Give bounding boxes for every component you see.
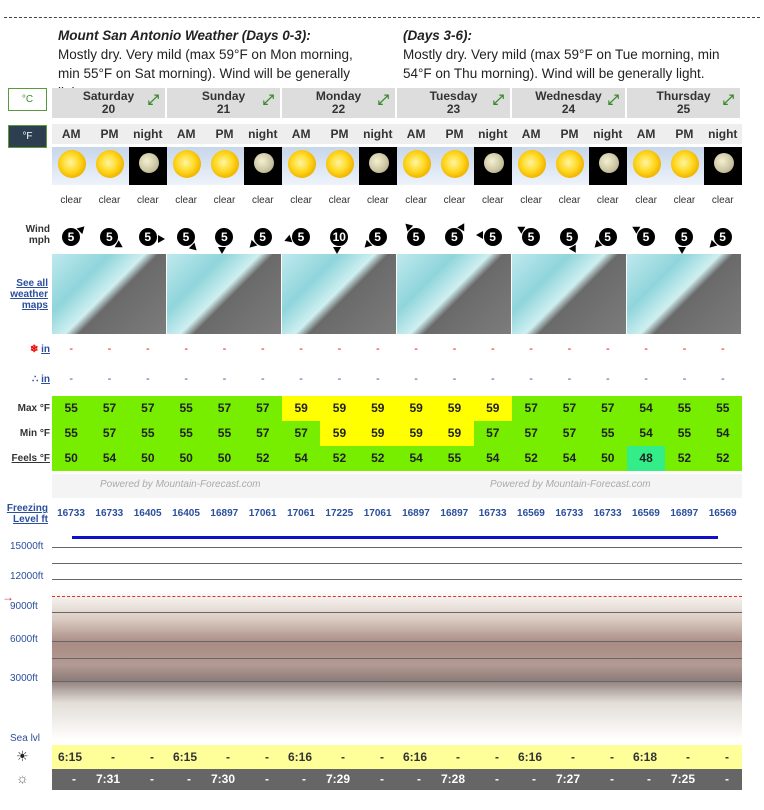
sea-level-label: Sea lvl — [10, 733, 41, 744]
feels-temp: 52 — [320, 446, 358, 471]
snow-value: - — [375, 343, 380, 355]
rain-label — [2, 374, 50, 385]
wind-speed-badge: 5 — [714, 228, 732, 246]
weather-map-thumbnail[interactable] — [627, 254, 742, 334]
weather-summary: clear — [635, 195, 657, 206]
expand-icon[interactable]: ⤢ — [377, 91, 389, 107]
wind-unit: mph — [28, 235, 50, 246]
sunset-time: 7:30 — [211, 772, 236, 786]
feels-temp: 50 — [205, 446, 243, 471]
snow-value: - — [605, 343, 610, 355]
min-temp: 57 — [474, 421, 512, 446]
max-temp: 57 — [90, 396, 128, 421]
day-name: Monday — [315, 89, 362, 103]
day-header — [167, 88, 282, 118]
wind-speed-badge: 5 — [292, 228, 310, 246]
dash: - — [380, 772, 384, 786]
max-temp: 57 — [129, 396, 167, 421]
wind-speed-badge: 5 — [522, 228, 540, 246]
day-name: Thursday — [656, 89, 711, 103]
feels-temp: 54 — [90, 446, 128, 471]
weather-map-thumbnail[interactable] — [52, 254, 167, 334]
period-header: AM — [167, 124, 205, 144]
feels-temp: 54 — [397, 446, 435, 471]
rain-value: - — [605, 373, 610, 385]
rain-value: - — [490, 373, 495, 385]
rain-unit: in — [41, 374, 50, 385]
snow-value: - — [337, 343, 342, 355]
snow-value: - — [644, 343, 648, 355]
summary-title: Mount San Antonio Weather (Days 0-3): — [58, 28, 311, 43]
expand-icon[interactable]: ⤢ — [607, 91, 619, 107]
min-temp: 59 — [397, 421, 435, 446]
freezing-level-value: 16569 — [708, 508, 737, 519]
gridline — [52, 658, 742, 659]
weather-summary: clear — [711, 195, 734, 206]
dash: - — [417, 772, 421, 786]
max-temp: 57 — [550, 396, 588, 421]
feels-temp: 52 — [244, 446, 282, 471]
feels-temp: 54 — [550, 446, 588, 471]
freezing-level-value: 17061 — [248, 508, 277, 519]
wind-speed-badge: 5 — [369, 228, 387, 246]
feels-temp: 52 — [704, 446, 742, 471]
rain-value: - — [375, 373, 380, 385]
min-temp: 59 — [359, 421, 397, 446]
freezing-level-line — [72, 536, 718, 539]
dash: - — [495, 750, 499, 764]
min-temp: 55 — [205, 421, 243, 446]
period-header: night — [704, 124, 742, 144]
day-header — [282, 88, 397, 118]
min-temp: 54 — [627, 421, 665, 446]
sunrise-row — [627, 745, 742, 769]
sun-icon — [518, 150, 546, 178]
max-temp: 55 — [167, 396, 205, 421]
wind-speed-badge: 5 — [62, 228, 80, 246]
period-header: PM — [320, 124, 358, 144]
sun-icon — [633, 150, 661, 178]
freezing-level-value: 16897 — [670, 508, 699, 519]
period-header: night — [474, 124, 512, 144]
feels-temp: 54 — [282, 446, 320, 471]
dash: - — [725, 772, 729, 786]
freezing-level-value: 16897 — [210, 508, 239, 519]
day-header — [397, 88, 512, 118]
freezing-level-value: 16405 — [172, 508, 200, 519]
rain-value: - — [299, 373, 303, 385]
rain-value: - — [682, 373, 687, 385]
gridline — [52, 612, 742, 613]
snow-value: - — [720, 343, 725, 355]
day-name: Saturday — [82, 89, 135, 103]
dash: - — [72, 772, 76, 786]
max-temp: 59 — [435, 396, 473, 421]
expand-icon[interactable]: ⤢ — [147, 91, 159, 107]
feels-temp: 54 — [474, 446, 512, 471]
rain-value: - — [260, 373, 265, 385]
wind-speed-badge: 5 — [407, 228, 425, 246]
gridline — [52, 641, 742, 642]
moon-icon — [254, 153, 274, 173]
min-temp: 59 — [435, 421, 473, 446]
snow-value: - — [107, 343, 112, 355]
snow-value: - — [222, 343, 227, 355]
moon-icon — [139, 153, 159, 173]
max-temp: 55 — [52, 396, 90, 421]
sunrise-row — [397, 745, 512, 769]
sunrise-time: 6:16 — [403, 750, 428, 764]
weather-summary: clear — [98, 195, 121, 206]
weather-summary: clear — [366, 195, 389, 206]
wind-speed-badge: 5 — [215, 228, 233, 246]
gridline — [52, 563, 742, 564]
freezing-level-value: 16733 — [478, 508, 507, 519]
freezing-level-label: Freezing Level ft — [6, 503, 48, 525]
rain-value: - — [184, 373, 188, 385]
weather-summary: clear — [443, 195, 466, 206]
period-header: PM — [550, 124, 588, 144]
raindrop-icon: ∴ — [31, 374, 39, 385]
sunrise-row — [282, 745, 397, 769]
feels-temp: 50 — [129, 446, 167, 471]
freezing-level-value: 16733 — [57, 508, 85, 519]
powered-bar — [52, 474, 742, 498]
powered-text: Powered by Mountain-Forecast.com — [100, 479, 261, 490]
rain-value: - — [337, 373, 342, 385]
summit-line — [52, 596, 742, 597]
max-temp: 57 — [244, 396, 282, 421]
day-name: Sunday — [201, 89, 246, 103]
min-temp: 54 — [704, 421, 742, 446]
freezing-level-value: 16569 — [632, 508, 660, 519]
max-temp: 57 — [205, 396, 243, 421]
day-header — [627, 88, 742, 118]
rain-value: - — [452, 373, 457, 385]
altitude-label: 12000ft — [10, 571, 44, 582]
weather-map-thumbnail[interactable] — [512, 254, 627, 334]
sunset-time: 7:31 — [96, 772, 121, 786]
sunrise-time: 6:15 — [173, 750, 198, 764]
celsius-button[interactable]: °C — [8, 88, 47, 111]
weather-summary: clear — [251, 195, 274, 206]
wind-speed-badge: 5 — [254, 228, 272, 246]
day-name: Tuesday — [429, 89, 478, 103]
moon-icon — [484, 153, 504, 173]
dash: - — [226, 750, 230, 764]
altitude-label: 9000ft — [10, 601, 38, 612]
sunset-row — [167, 769, 282, 790]
weather-summary: clear — [136, 195, 159, 206]
snow-value: - — [260, 343, 265, 355]
period-header: AM — [627, 124, 665, 144]
day-header — [512, 88, 627, 118]
max-temp: 55 — [665, 396, 703, 421]
feels-temp: 52 — [665, 446, 703, 471]
weather-summary: clear — [520, 195, 542, 206]
day-date: 22 — [331, 102, 346, 116]
sunset-time: 7:27 — [556, 772, 581, 786]
sunrise-time: 6:15 — [58, 750, 83, 764]
feels-temp: 48 — [627, 446, 665, 471]
weather-summary: clear — [60, 195, 82, 206]
weather-summary: clear — [558, 195, 581, 206]
wind-speed-badge: 10 — [330, 228, 348, 246]
dash: - — [610, 750, 614, 764]
weather-map-thumbnail[interactable] — [397, 254, 512, 334]
wind-speed-badge: 5 — [177, 228, 195, 246]
wind-speed-badge: 5 — [599, 228, 617, 246]
sunset-row — [397, 769, 512, 790]
period-header: PM — [435, 124, 473, 144]
dash: - — [571, 750, 575, 764]
summary-text: Mostly dry. Very mild (max 59°F on Mon morning, min 55°F on Sat morning). Wind will be generally — [58, 47, 353, 81]
weather-summary: clear — [596, 195, 619, 206]
dash: - — [265, 772, 269, 786]
snow-value: - — [69, 343, 73, 355]
min-temp: 55 — [167, 421, 205, 446]
snow-value: - — [567, 343, 572, 355]
freezing-level-value: 16733 — [555, 508, 584, 519]
top-divider — [4, 17, 760, 18]
min-temp: 55 — [589, 421, 627, 446]
feels-temp: 52 — [512, 446, 550, 471]
day-date: 25 — [676, 102, 691, 116]
summit-arrow-icon: → — [2, 590, 14, 604]
altitude-chart — [52, 530, 742, 740]
max-temp: 59 — [320, 396, 358, 421]
weather-summary: clear — [175, 195, 197, 206]
freezing-level-value: 16405 — [133, 508, 162, 519]
powered-text: Powered by Mountain-Forecast.com — [490, 479, 651, 490]
dash: - — [647, 772, 651, 786]
day-date: 24 — [561, 102, 576, 116]
freezing-level-value: 16897 — [402, 508, 430, 519]
expand-icon[interactable]: ⤢ — [262, 91, 274, 107]
period-header: AM — [512, 124, 550, 144]
altitude-label: 3000ft — [10, 673, 38, 684]
min-temp: 57 — [282, 421, 320, 446]
dash: - — [150, 750, 154, 764]
wind-speed-badge: 5 — [100, 228, 118, 246]
snow-label — [2, 344, 50, 355]
period-header: night — [359, 124, 397, 144]
max-temp: 55 — [704, 396, 742, 421]
weather-summary: clear — [481, 195, 504, 206]
wind-speed-badge: 5 — [560, 228, 578, 246]
snow-value: - — [490, 343, 495, 355]
fahrenheit-button[interactable]: °F — [8, 125, 47, 148]
gridline — [52, 579, 742, 580]
rain-value: - — [222, 373, 227, 385]
dash: - — [725, 750, 729, 764]
sunset-time: 7:25 — [671, 772, 696, 786]
dash: - — [380, 750, 384, 764]
sunset-time: 7:28 — [441, 772, 466, 786]
day-header — [52, 88, 167, 118]
day-date: 23 — [446, 102, 461, 116]
period-header: night — [244, 124, 282, 144]
day-name: Wednesday — [535, 89, 602, 103]
snow-value: - — [452, 343, 457, 355]
weather-map-thumbnail[interactable] — [167, 254, 282, 334]
snowflake-icon: ❄ — [29, 344, 39, 355]
weather-summary: clear — [290, 195, 312, 206]
min-temp: 57 — [90, 421, 128, 446]
wind-label — [2, 224, 50, 246]
snow-value: - — [299, 343, 303, 355]
weather-map-thumbnail[interactable] — [282, 254, 397, 334]
min-temp: 57 — [512, 421, 550, 446]
feels-temp: 55 — [435, 446, 473, 471]
wind-speed-badge: 5 — [637, 228, 655, 246]
gridline — [52, 681, 742, 682]
feels-label: Feels °F — [11, 453, 50, 464]
sunrise-time: 6:18 — [633, 750, 658, 764]
moon-icon — [599, 153, 619, 173]
altitude-label: 6000ft — [10, 634, 38, 645]
rain-value: - — [529, 373, 533, 385]
sunset-time: 7:29 — [326, 772, 351, 786]
max-temp: 54 — [627, 396, 665, 421]
weather-summary: clear — [328, 195, 351, 206]
sunrise-row — [167, 745, 282, 769]
rain-value: - — [644, 373, 648, 385]
max-label: Max °F — [17, 403, 50, 414]
moon-icon — [369, 153, 389, 173]
sunrise-row — [512, 745, 627, 769]
dash: - — [150, 772, 154, 786]
rain-value: - — [414, 373, 418, 385]
sun-icon — [58, 150, 86, 178]
weather-summary: clear — [213, 195, 236, 206]
freezing-level-value: 16569 — [517, 508, 545, 519]
min-temp: 59 — [320, 421, 358, 446]
sunset-row — [282, 769, 397, 790]
sunset-row — [52, 769, 167, 790]
freezing-level-value: 17061 — [363, 508, 392, 519]
dash: - — [265, 750, 269, 764]
snow-value: - — [529, 343, 533, 355]
wind-label-text: Wind — [25, 224, 50, 235]
period-header: PM — [205, 124, 243, 144]
sunrise-time: 6:16 — [518, 750, 543, 764]
sunrise-time: 6:16 — [288, 750, 313, 764]
sun-icon — [173, 150, 201, 178]
weather-summary: clear — [673, 195, 696, 206]
weather-summary: clear — [405, 195, 427, 206]
rain-value: - — [720, 373, 725, 385]
summary-text: Mostly dry. Very mild (max 59°F on Tue morning, min 54°F on Thu morning). Wind will be generally light. — [403, 47, 720, 81]
sunset-icon: ☼ — [16, 770, 29, 786]
freezing-level-value: 17225 — [325, 508, 354, 519]
max-temp: 57 — [512, 396, 550, 421]
gridline — [52, 547, 742, 548]
freezing-level-value: 16733 — [593, 508, 622, 519]
wind-speed-badge: 5 — [484, 228, 502, 246]
day-date: 20 — [101, 102, 116, 116]
summary-days-3-6 — [403, 26, 748, 83]
sun-icon — [288, 150, 316, 178]
feels-temp: 50 — [167, 446, 205, 471]
feels-temp: 52 — [359, 446, 397, 471]
sunset-row — [512, 769, 627, 790]
rain-value: - — [145, 373, 150, 385]
summary-title: (Days 3-6): — [403, 28, 473, 43]
day-date: 21 — [216, 102, 231, 116]
min-label: Min °F — [19, 428, 50, 439]
expand-icon[interactable]: ⤢ — [722, 91, 734, 107]
dash: - — [111, 750, 115, 764]
period-header: PM — [665, 124, 703, 144]
min-temp: 57 — [244, 421, 282, 446]
sun-icon — [403, 150, 431, 178]
period-header: night — [129, 124, 167, 144]
feels-temp: 50 — [52, 446, 90, 471]
dash: - — [187, 772, 191, 786]
max-temp: 59 — [282, 396, 320, 421]
max-temp: 59 — [359, 396, 397, 421]
snow-value: - — [682, 343, 687, 355]
wind-speed-badge: 5 — [139, 228, 157, 246]
dash: - — [456, 750, 460, 764]
period-header: AM — [52, 124, 90, 144]
freezing-level-value: 17061 — [287, 508, 315, 519]
dash: - — [610, 772, 614, 786]
rain-value: - — [107, 373, 112, 385]
dash: - — [532, 772, 536, 786]
sunset-row — [627, 769, 742, 790]
min-temp: 57 — [550, 421, 588, 446]
min-temp: 55 — [665, 421, 703, 446]
sunrise-row — [52, 745, 167, 769]
snow-value: - — [184, 343, 188, 355]
max-temp: 57 — [589, 396, 627, 421]
moon-icon — [714, 153, 734, 173]
dash: - — [341, 750, 345, 764]
freezing-level-value: 16897 — [440, 508, 469, 519]
rain-value: - — [69, 373, 73, 385]
altitude-label: 15000ft — [10, 541, 44, 552]
wind-speed-badge: 5 — [675, 228, 693, 246]
wind-speed-badge: 5 — [445, 228, 463, 246]
period-header: AM — [282, 124, 320, 144]
dash: - — [302, 772, 306, 786]
snow-value: - — [414, 343, 418, 355]
sunrise-icon: ☀ — [16, 748, 29, 764]
min-temp: 55 — [129, 421, 167, 446]
max-temp: 59 — [474, 396, 512, 421]
see-all-maps-link[interactable]: See all weather maps — [10, 278, 48, 311]
dash: - — [686, 750, 690, 764]
dash: - — [495, 772, 499, 786]
snow-value: - — [145, 343, 150, 355]
snow-unit: in — [41, 344, 50, 355]
feels-temp: 50 — [589, 446, 627, 471]
period-header: PM — [90, 124, 128, 144]
period-header: AM — [397, 124, 435, 144]
period-header: night — [589, 124, 627, 144]
max-temp: 59 — [397, 396, 435, 421]
expand-icon[interactable]: ⤢ — [492, 91, 504, 107]
freezing-level-value: 16733 — [95, 508, 124, 519]
rain-value: - — [567, 373, 572, 385]
min-temp: 55 — [52, 421, 90, 446]
